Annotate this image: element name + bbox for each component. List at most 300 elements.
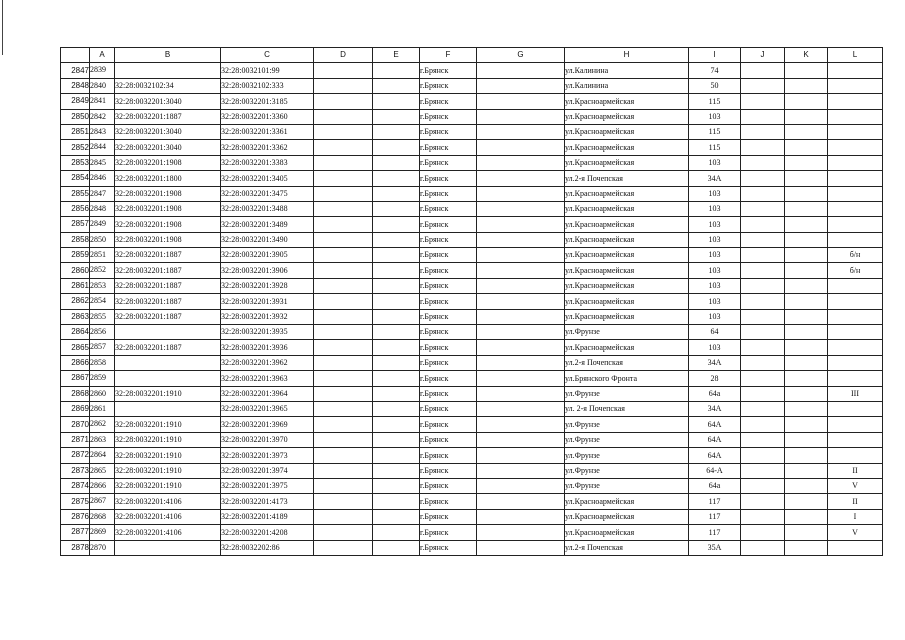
cell-k[interactable] <box>785 217 828 232</box>
cell-a[interactable]: 2845 <box>90 155 115 170</box>
cell-d[interactable] <box>314 248 373 263</box>
cell-l[interactable] <box>828 278 883 293</box>
cell-a[interactable]: 2869 <box>90 525 115 540</box>
cell-k[interactable] <box>785 417 828 432</box>
cell-e[interactable] <box>373 432 420 447</box>
cell-k[interactable] <box>785 355 828 370</box>
cell-i[interactable]: 28 <box>689 371 741 386</box>
cell-i[interactable]: 64а <box>689 478 741 493</box>
cell-c[interactable]: 32:28:0032201:3931 <box>221 294 314 309</box>
row-number[interactable]: 2850 <box>61 109 90 124</box>
cell-g[interactable] <box>477 478 565 493</box>
cell-c[interactable]: 32:28:0032101:99 <box>221 63 314 78</box>
cell-e[interactable] <box>373 78 420 93</box>
cell-e[interactable] <box>373 263 420 278</box>
cell-e[interactable] <box>373 248 420 263</box>
cell-k[interactable] <box>785 309 828 324</box>
cell-h[interactable]: ул.Красноармейская <box>565 263 689 278</box>
cell-b[interactable] <box>115 355 221 370</box>
cell-c[interactable]: 32:28:0032201:3962 <box>221 355 314 370</box>
cell-f[interactable]: г.Брянск <box>420 309 477 324</box>
cell-a[interactable]: 2861 <box>90 401 115 416</box>
cell-f[interactable]: г.Брянск <box>420 294 477 309</box>
row-number[interactable]: 2869 <box>61 401 90 416</box>
cell-g[interactable] <box>477 494 565 509</box>
cell-k[interactable] <box>785 140 828 155</box>
cell-c[interactable]: 32:28:0032201:3936 <box>221 340 314 355</box>
cell-b[interactable]: 32:28:0032201:1910 <box>115 463 221 478</box>
cell-b[interactable]: 32:28:0032201:1910 <box>115 478 221 493</box>
cell-a[interactable]: 2854 <box>90 294 115 309</box>
cell-e[interactable] <box>373 309 420 324</box>
cell-i[interactable]: 34А <box>689 355 741 370</box>
cell-c[interactable]: 32:28:0032201:3969 <box>221 417 314 432</box>
cell-f[interactable]: г.Брянск <box>420 201 477 216</box>
cell-b[interactable]: 32:28:0032201:1887 <box>115 309 221 324</box>
cell-d[interactable] <box>314 171 373 186</box>
cell-e[interactable] <box>373 186 420 201</box>
cell-a[interactable]: 2866 <box>90 478 115 493</box>
cell-j[interactable] <box>741 217 785 232</box>
cell-d[interactable] <box>314 525 373 540</box>
cell-f[interactable]: г.Брянск <box>420 325 477 340</box>
row-number[interactable]: 2863 <box>61 309 90 324</box>
cell-i[interactable]: 34А <box>689 401 741 416</box>
cell-j[interactable] <box>741 294 785 309</box>
cell-l[interactable] <box>828 294 883 309</box>
cell-k[interactable] <box>785 78 828 93</box>
column-header-c[interactable]: C <box>221 48 314 63</box>
row-number[interactable]: 2860 <box>61 263 90 278</box>
cell-i[interactable]: 64А <box>689 448 741 463</box>
cell-l[interactable] <box>828 140 883 155</box>
cell-i[interactable]: 103 <box>689 217 741 232</box>
cell-d[interactable] <box>314 140 373 155</box>
cell-j[interactable] <box>741 386 785 401</box>
cell-a[interactable]: 2867 <box>90 494 115 509</box>
column-header-b[interactable]: B <box>115 48 221 63</box>
cell-b[interactable] <box>115 371 221 386</box>
cell-l[interactable]: V <box>828 478 883 493</box>
cell-j[interactable] <box>741 186 785 201</box>
cell-f[interactable]: г.Брянск <box>420 478 477 493</box>
cell-k[interactable] <box>785 494 828 509</box>
cell-i[interactable]: 103 <box>689 248 741 263</box>
cell-f[interactable]: г.Брянск <box>420 448 477 463</box>
cell-d[interactable] <box>314 263 373 278</box>
cell-h[interactable]: ул.Красноармейская <box>565 217 689 232</box>
cell-d[interactable] <box>314 232 373 247</box>
cell-e[interactable] <box>373 278 420 293</box>
cell-g[interactable] <box>477 94 565 109</box>
cell-l[interactable] <box>828 155 883 170</box>
cell-b[interactable]: 32:28:0032201:1910 <box>115 386 221 401</box>
cell-a[interactable]: 2864 <box>90 448 115 463</box>
column-header-l[interactable]: L <box>828 48 883 63</box>
cell-f[interactable]: г.Брянск <box>420 263 477 278</box>
cell-k[interactable] <box>785 186 828 201</box>
cell-f[interactable]: г.Брянск <box>420 401 477 416</box>
cell-a[interactable]: 2865 <box>90 463 115 478</box>
row-number[interactable]: 2853 <box>61 155 90 170</box>
cell-a[interactable]: 2860 <box>90 386 115 401</box>
row-number[interactable]: 2848 <box>61 78 90 93</box>
cell-k[interactable] <box>785 401 828 416</box>
corner-cell[interactable] <box>61 48 90 63</box>
cell-b[interactable]: 32:28:0032201:1910 <box>115 417 221 432</box>
cell-d[interactable] <box>314 478 373 493</box>
column-header-h[interactable]: H <box>565 48 689 63</box>
cell-b[interactable]: 32:28:0032201:3040 <box>115 124 221 139</box>
cell-h[interactable]: ул. 2-я Почепская <box>565 401 689 416</box>
cell-g[interactable] <box>477 78 565 93</box>
row-number[interactable]: 2864 <box>61 325 90 340</box>
cell-l[interactable] <box>828 232 883 247</box>
cell-f[interactable]: г.Брянск <box>420 78 477 93</box>
cell-l[interactable] <box>828 217 883 232</box>
cell-d[interactable] <box>314 124 373 139</box>
cell-g[interactable] <box>477 463 565 478</box>
cell-b[interactable]: 32:28:0032201:1887 <box>115 263 221 278</box>
cell-g[interactable] <box>477 186 565 201</box>
cell-k[interactable] <box>785 232 828 247</box>
cell-h[interactable]: ул.Красноармейская <box>565 509 689 524</box>
cell-g[interactable] <box>477 325 565 340</box>
column-header-i[interactable]: I <box>689 48 741 63</box>
cell-c[interactable]: 32:28:0032201:3405 <box>221 171 314 186</box>
cell-b[interactable]: 32:28:0032201:3040 <box>115 140 221 155</box>
row-number[interactable]: 2851 <box>61 124 90 139</box>
cell-i[interactable]: 64а <box>689 386 741 401</box>
cell-c[interactable]: 32:28:0032201:3928 <box>221 278 314 293</box>
cell-j[interactable] <box>741 340 785 355</box>
cell-c[interactable]: 32:28:0032201:3975 <box>221 478 314 493</box>
row-number[interactable]: 2874 <box>61 478 90 493</box>
cell-j[interactable] <box>741 63 785 78</box>
cell-g[interactable] <box>477 386 565 401</box>
cell-c[interactable]: 32:28:0032102:333 <box>221 78 314 93</box>
cell-l[interactable]: б/н <box>828 248 883 263</box>
row-number[interactable]: 2872 <box>61 448 90 463</box>
cell-e[interactable] <box>373 386 420 401</box>
cell-e[interactable] <box>373 340 420 355</box>
cell-k[interactable] <box>785 340 828 355</box>
cell-h[interactable]: ул.Красноармейская <box>565 525 689 540</box>
cell-g[interactable] <box>477 340 565 355</box>
cell-h[interactable]: ул.Красноармейская <box>565 186 689 201</box>
cell-d[interactable] <box>314 494 373 509</box>
cell-a[interactable]: 2850 <box>90 232 115 247</box>
cell-d[interactable] <box>314 309 373 324</box>
cell-c[interactable]: 32:28:0032201:3185 <box>221 94 314 109</box>
cell-b[interactable]: 32:28:0032201:1887 <box>115 248 221 263</box>
cell-d[interactable] <box>314 340 373 355</box>
cell-i[interactable]: 64-А <box>689 463 741 478</box>
cell-i[interactable]: 115 <box>689 140 741 155</box>
row-number[interactable]: 2847 <box>61 63 90 78</box>
cell-b[interactable]: 32:28:0032201:4106 <box>115 494 221 509</box>
cell-k[interactable] <box>785 171 828 186</box>
cell-c[interactable]: 32:28:0032201:3475 <box>221 186 314 201</box>
cell-e[interactable] <box>373 217 420 232</box>
cell-k[interactable] <box>785 294 828 309</box>
cell-e[interactable] <box>373 171 420 186</box>
cell-c[interactable]: 32:28:0032202:86 <box>221 540 314 555</box>
cell-a[interactable]: 2863 <box>90 432 115 447</box>
cell-j[interactable] <box>741 463 785 478</box>
cell-d[interactable] <box>314 355 373 370</box>
cell-j[interactable] <box>741 201 785 216</box>
cell-h[interactable]: ул.Фрунзе <box>565 386 689 401</box>
column-header-d[interactable]: D <box>314 48 373 63</box>
cell-l[interactable] <box>828 371 883 386</box>
cell-c[interactable]: 32:28:0032201:3974 <box>221 463 314 478</box>
cell-k[interactable] <box>785 263 828 278</box>
cell-g[interactable] <box>477 509 565 524</box>
cell-f[interactable]: г.Брянск <box>420 540 477 555</box>
cell-i[interactable]: 103 <box>689 186 741 201</box>
cell-j[interactable] <box>741 509 785 524</box>
cell-e[interactable] <box>373 509 420 524</box>
cell-i[interactable]: 117 <box>689 525 741 540</box>
row-number[interactable]: 2873 <box>61 463 90 478</box>
cell-j[interactable] <box>741 432 785 447</box>
cell-h[interactable]: ул.Красноармейская <box>565 248 689 263</box>
cell-b[interactable]: 32:28:0032201:1910 <box>115 448 221 463</box>
cell-j[interactable] <box>741 355 785 370</box>
cell-d[interactable] <box>314 386 373 401</box>
cell-e[interactable] <box>373 540 420 555</box>
cell-h[interactable]: ул.Красноармейская <box>565 494 689 509</box>
cell-a[interactable]: 2846 <box>90 171 115 186</box>
cell-l[interactable] <box>828 309 883 324</box>
row-number[interactable]: 2865 <box>61 340 90 355</box>
cell-h[interactable]: ул.Калинина <box>565 78 689 93</box>
cell-j[interactable] <box>741 371 785 386</box>
row-number[interactable]: 2877 <box>61 525 90 540</box>
cell-i[interactable]: 64 <box>689 325 741 340</box>
cell-g[interactable] <box>477 217 565 232</box>
cell-c[interactable]: 32:28:0032201:3964 <box>221 386 314 401</box>
cell-b[interactable]: 32:28:0032201:1908 <box>115 232 221 247</box>
cell-f[interactable]: г.Брянск <box>420 509 477 524</box>
row-number[interactable]: 2849 <box>61 94 90 109</box>
cell-h[interactable]: ул.2-я Почепская <box>565 171 689 186</box>
cell-l[interactable] <box>828 325 883 340</box>
cell-b[interactable] <box>115 540 221 555</box>
cell-f[interactable]: г.Брянск <box>420 355 477 370</box>
cell-l[interactable]: III <box>828 386 883 401</box>
column-header-g[interactable]: G <box>477 48 565 63</box>
column-header-k[interactable]: K <box>785 48 828 63</box>
cell-f[interactable]: г.Брянск <box>420 155 477 170</box>
cell-d[interactable] <box>314 94 373 109</box>
cell-j[interactable] <box>741 263 785 278</box>
cell-g[interactable] <box>477 232 565 247</box>
cell-l[interactable] <box>828 201 883 216</box>
cell-g[interactable] <box>477 525 565 540</box>
cell-k[interactable] <box>785 63 828 78</box>
cell-l[interactable]: I <box>828 509 883 524</box>
cell-b[interactable]: 32:28:0032201:1908 <box>115 201 221 216</box>
cell-d[interactable] <box>314 325 373 340</box>
cell-b[interactable]: 32:28:0032201:1887 <box>115 340 221 355</box>
cell-c[interactable]: 32:28:0032201:4208 <box>221 525 314 540</box>
cell-c[interactable]: 32:28:0032201:3965 <box>221 401 314 416</box>
cell-b[interactable]: 32:28:0032201:1910 <box>115 432 221 447</box>
cell-f[interactable]: г.Брянск <box>420 63 477 78</box>
cell-i[interactable]: 103 <box>689 232 741 247</box>
cell-j[interactable] <box>741 248 785 263</box>
cell-k[interactable] <box>785 509 828 524</box>
cell-f[interactable]: г.Брянск <box>420 463 477 478</box>
cell-h[interactable]: ул.Красноармейская <box>565 140 689 155</box>
cell-k[interactable] <box>785 371 828 386</box>
cell-h[interactable]: ул.Красноармейская <box>565 94 689 109</box>
cell-l[interactable] <box>828 540 883 555</box>
cell-c[interactable]: 32:28:0032201:3906 <box>221 263 314 278</box>
cell-a[interactable]: 2841 <box>90 94 115 109</box>
cell-i[interactable]: 117 <box>689 509 741 524</box>
cell-b[interactable]: 32:28:0032201:1908 <box>115 155 221 170</box>
column-header-j[interactable]: J <box>741 48 785 63</box>
cell-l[interactable] <box>828 432 883 447</box>
cell-c[interactable]: 32:28:0032201:3360 <box>221 109 314 124</box>
cell-l[interactable]: V <box>828 525 883 540</box>
cell-e[interactable] <box>373 140 420 155</box>
cell-j[interactable] <box>741 232 785 247</box>
cell-i[interactable]: 115 <box>689 124 741 139</box>
cell-d[interactable] <box>314 448 373 463</box>
cell-f[interactable]: г.Брянск <box>420 432 477 447</box>
cell-e[interactable] <box>373 155 420 170</box>
cell-a[interactable]: 2858 <box>90 355 115 370</box>
cell-c[interactable]: 32:28:0032201:3362 <box>221 140 314 155</box>
cell-b[interactable]: 32:28:0032102:34 <box>115 78 221 93</box>
cell-k[interactable] <box>785 386 828 401</box>
row-number[interactable]: 2855 <box>61 186 90 201</box>
cell-l[interactable]: II <box>828 463 883 478</box>
cell-b[interactable]: 32:28:0032201:1908 <box>115 217 221 232</box>
cell-h[interactable]: ул.Красноармейская <box>565 309 689 324</box>
cell-h[interactable]: ул.Красноармейская <box>565 124 689 139</box>
cell-h[interactable]: ул.Красноармейская <box>565 155 689 170</box>
cell-l[interactable] <box>828 417 883 432</box>
cell-h[interactable]: ул.Красноармейская <box>565 201 689 216</box>
cell-h[interactable]: ул.Красноармейская <box>565 340 689 355</box>
cell-e[interactable] <box>373 494 420 509</box>
cell-c[interactable]: 32:28:0032201:3488 <box>221 201 314 216</box>
cell-d[interactable] <box>314 417 373 432</box>
cell-h[interactable]: ул.Фрунзе <box>565 463 689 478</box>
cell-l[interactable] <box>828 109 883 124</box>
cell-j[interactable] <box>741 325 785 340</box>
cell-b[interactable]: 32:28:0032201:1887 <box>115 294 221 309</box>
cell-f[interactable]: г.Брянск <box>420 109 477 124</box>
cell-g[interactable] <box>477 140 565 155</box>
row-number[interactable]: 2871 <box>61 432 90 447</box>
cell-i[interactable]: 50 <box>689 78 741 93</box>
cell-i[interactable]: 35А <box>689 540 741 555</box>
cell-j[interactable] <box>741 448 785 463</box>
cell-c[interactable]: 32:28:0032201:3490 <box>221 232 314 247</box>
cell-j[interactable] <box>741 140 785 155</box>
cell-f[interactable]: г.Брянск <box>420 371 477 386</box>
cell-a[interactable]: 2870 <box>90 540 115 555</box>
cell-k[interactable] <box>785 478 828 493</box>
cell-e[interactable] <box>373 201 420 216</box>
cell-k[interactable] <box>785 124 828 139</box>
cell-d[interactable] <box>314 186 373 201</box>
cell-g[interactable] <box>477 109 565 124</box>
cell-d[interactable] <box>314 155 373 170</box>
cell-g[interactable] <box>477 63 565 78</box>
cell-f[interactable]: г.Брянск <box>420 278 477 293</box>
cell-g[interactable] <box>477 417 565 432</box>
cell-j[interactable] <box>741 94 785 109</box>
cell-a[interactable]: 2849 <box>90 217 115 232</box>
cell-d[interactable] <box>314 109 373 124</box>
cell-i[interactable]: 103 <box>689 309 741 324</box>
cell-e[interactable] <box>373 355 420 370</box>
cell-a[interactable]: 2855 <box>90 309 115 324</box>
column-header-e[interactable]: E <box>373 48 420 63</box>
row-number[interactable]: 2875 <box>61 494 90 509</box>
cell-g[interactable] <box>477 248 565 263</box>
cell-f[interactable]: г.Брянск <box>420 248 477 263</box>
cell-k[interactable] <box>785 325 828 340</box>
cell-b[interactable]: 32:28:0032201:4106 <box>115 525 221 540</box>
cell-b[interactable]: 32:28:0032201:1887 <box>115 109 221 124</box>
cell-a[interactable]: 2848 <box>90 201 115 216</box>
cell-e[interactable] <box>373 325 420 340</box>
cell-k[interactable] <box>785 448 828 463</box>
cell-g[interactable] <box>477 294 565 309</box>
cell-c[interactable]: 32:28:0032201:3489 <box>221 217 314 232</box>
row-number[interactable]: 2868 <box>61 386 90 401</box>
cell-b[interactable]: 32:28:0032201:1908 <box>115 186 221 201</box>
cell-j[interactable] <box>741 540 785 555</box>
cell-l[interactable] <box>828 401 883 416</box>
cell-h[interactable]: ул.Брянского Фронта <box>565 371 689 386</box>
cell-e[interactable] <box>373 294 420 309</box>
cell-a[interactable]: 2857 <box>90 340 115 355</box>
cell-g[interactable] <box>477 171 565 186</box>
cell-l[interactable] <box>828 171 883 186</box>
cell-f[interactable]: г.Брянск <box>420 525 477 540</box>
cell-i[interactable]: 117 <box>689 494 741 509</box>
cell-i[interactable]: 103 <box>689 340 741 355</box>
cell-j[interactable] <box>741 278 785 293</box>
cell-a[interactable]: 2839 <box>90 63 115 78</box>
cell-l[interactable]: б/н <box>828 263 883 278</box>
cell-e[interactable] <box>373 371 420 386</box>
cell-g[interactable] <box>477 432 565 447</box>
cell-a[interactable]: 2842 <box>90 109 115 124</box>
cell-c[interactable]: 32:28:0032201:3970 <box>221 432 314 447</box>
cell-f[interactable]: г.Брянск <box>420 140 477 155</box>
cell-c[interactable]: 32:28:0032201:3361 <box>221 124 314 139</box>
cell-d[interactable] <box>314 63 373 78</box>
cell-h[interactable]: ул.Фрунзе <box>565 478 689 493</box>
cell-g[interactable] <box>477 448 565 463</box>
cell-a[interactable]: 2859 <box>90 371 115 386</box>
cell-k[interactable] <box>785 525 828 540</box>
cell-e[interactable] <box>373 463 420 478</box>
cell-h[interactable]: ул.Красноармейская <box>565 232 689 247</box>
cell-g[interactable] <box>477 309 565 324</box>
cell-k[interactable] <box>785 94 828 109</box>
